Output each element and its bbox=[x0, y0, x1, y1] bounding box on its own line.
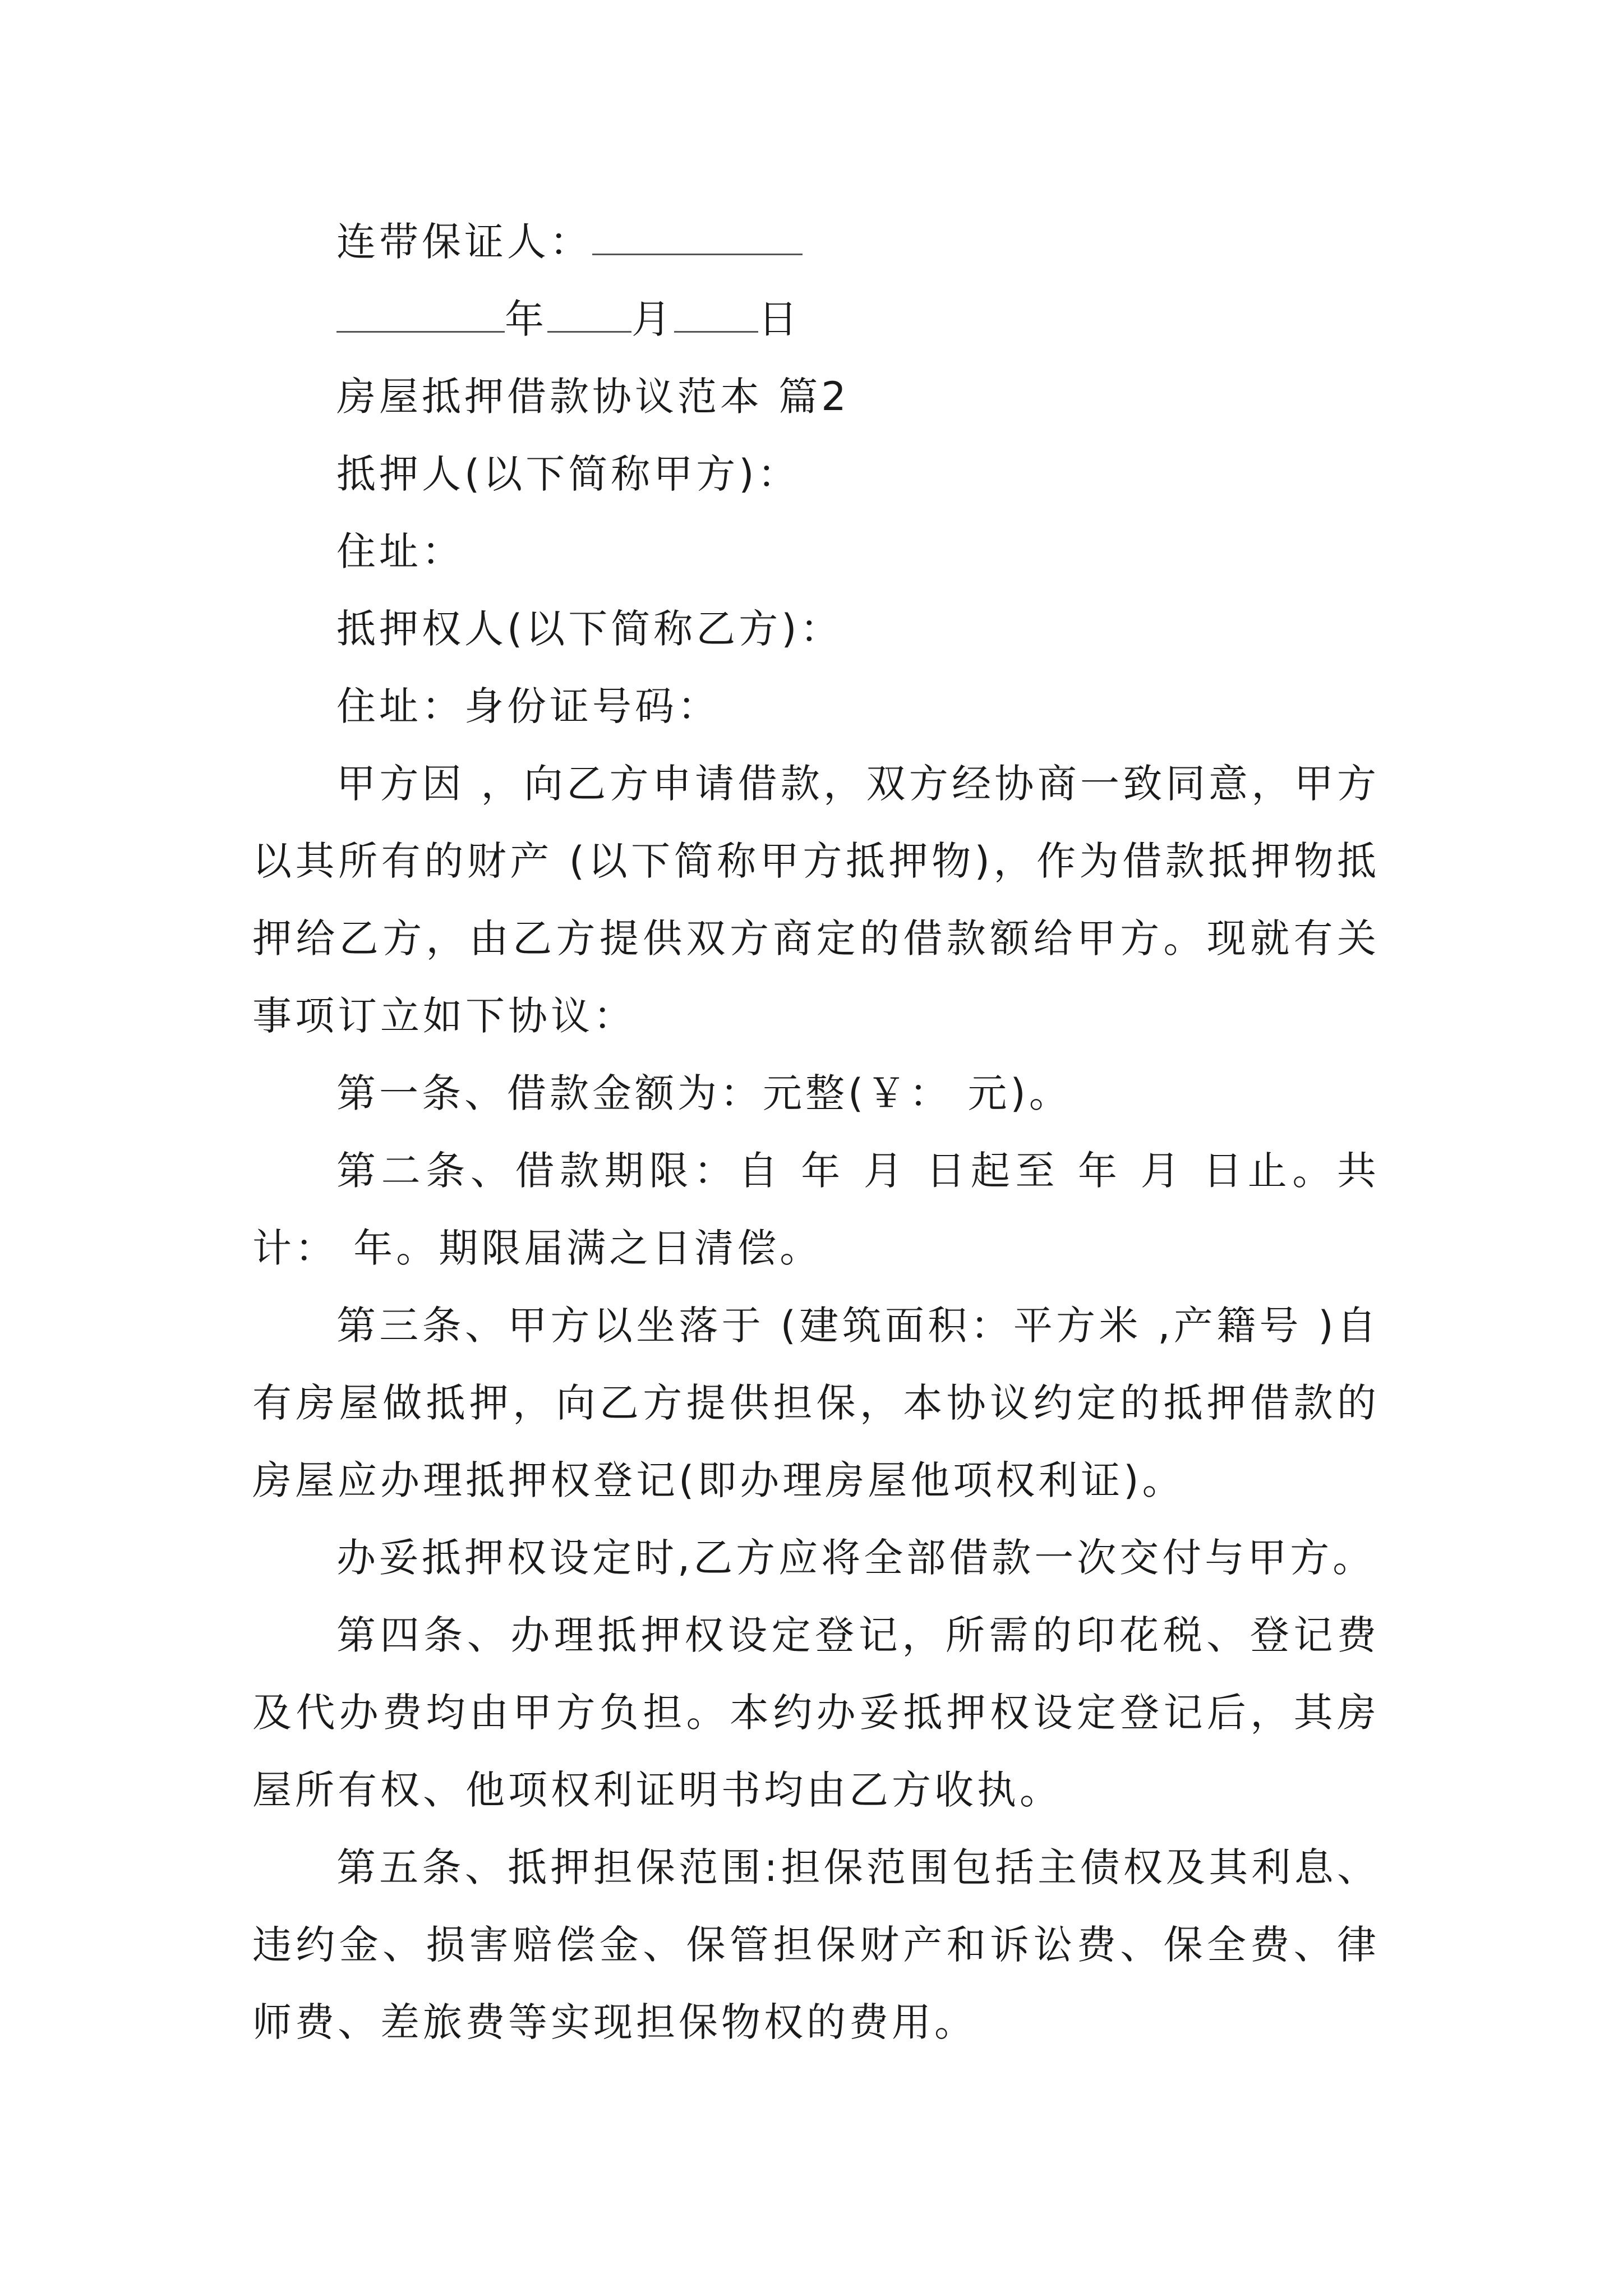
article-3: 第三条、甲方以坐落于 (建筑面积：平方米 ,产籍号 )自有房屋做抵押，向乙方提供担保，本协议约定的抵押借款的房屋应办理抵押权登记(即办理房屋他项权利证)。 bbox=[252, 1303, 1380, 1503]
guarantor-signature-blank bbox=[592, 213, 803, 255]
article-1: 第一条、借款金额为：元整(￥： 元)。 bbox=[336, 1070, 1072, 1116]
month-blank bbox=[547, 291, 631, 333]
mortgagor-label: 抵押人(以下简称甲方)： bbox=[336, 451, 800, 497]
address-id-label: 住址：身份证号码： bbox=[336, 683, 720, 729]
document-body bbox=[252, 203, 1380, 2061]
date-line bbox=[252, 280, 1380, 358]
article-5: 第五条、抵押担保范围:担保范围包括主债权及其利息、违约金、损害赔偿金、保管担保财产和诉讼费、保全费、律师费、差旅费等实现担保物权的费用。 bbox=[252, 1844, 1380, 2045]
address-label: 住址： bbox=[336, 528, 464, 574]
guarantor-label: 连带保证人： bbox=[336, 219, 592, 265]
year-blank bbox=[336, 291, 505, 333]
day-blank bbox=[674, 291, 758, 333]
day-label: 日 bbox=[758, 296, 801, 342]
article-4: 第四条、办理抵押权设定登记，所需的印花税、登记费及代办费均由甲方负担。本约办妥抵押权设定登记后，其房屋所有权、他项权利证明书均由乙方收执。 bbox=[252, 1612, 1380, 1813]
year-label: 年 bbox=[505, 296, 547, 342]
guarantor-line bbox=[252, 203, 1380, 280]
intro-paragraph: 甲方因 ，向乙方申请借款，双方经协商一致同意，甲方以其所有的财产 (以下简称甲方抵押物)，作为借款抵押物抵押给乙方，由乙方提供双方商定的借款额给甲方。现就有关事项订立如下协议： bbox=[252, 761, 1380, 1039]
month-label: 月 bbox=[631, 296, 674, 342]
article-3-note: 办妥抵押权设定时,乙方应将全部借款一次交付与甲方。 bbox=[336, 1535, 1376, 1581]
section-heading: 房屋抵押借款协议范本 篇2 bbox=[336, 374, 850, 420]
article-2: 第二条、借款期限：自 年 月 日起至 年 月 日止。共计： 年。期限届满之日清偿。 bbox=[252, 1148, 1380, 1271]
mortgagee-label: 抵押权人(以下简称乙方)： bbox=[336, 606, 843, 652]
